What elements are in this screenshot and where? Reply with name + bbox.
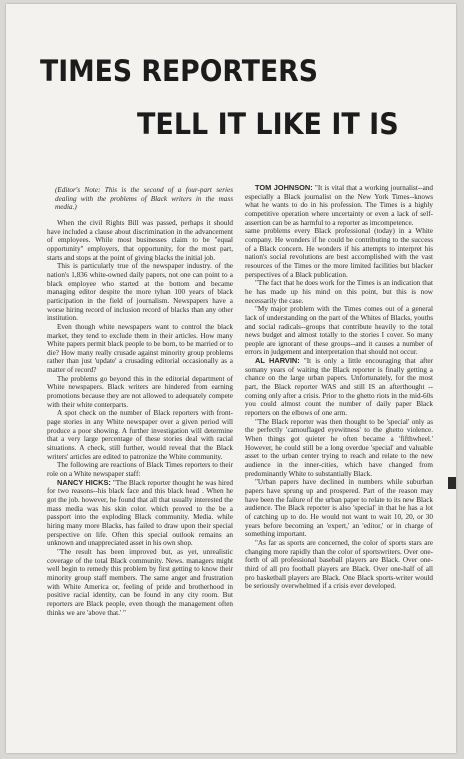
- editors-note: (Editor's Note: This is the second of a four-part series dealing with the problems of Black writers in the mass media.): [55, 186, 233, 212]
- quote-paragraph: "As far as sports are concerned, the color of sports stars are changing more rapidly than the color of sportswriters. Over one-forth of all professional baseball players are Black. Over one-third of all pro football players are Black. Over one-half of all pro basketball players are Black. One Black sports-writer would be seriously overwhelmed if a crisis ever developed.: [245, 538, 433, 591]
- quote-text: "It is only a little encouraging that after somany years of waiting the Black reporter is finally getting a chance on the large urban papers. Unfortunately, for the most part, the Black reporter WAS and still IS an afterthought --coming only after a crisis. Prior to the ghetto riots in the mid-60s you could almost count the number of daily paper Black reporters on the elbows of one arm.: [245, 357, 434, 418]
- speaker-name: TOM JOHNSON:: [255, 183, 313, 192]
- quote-tom-johnson: [245, 184, 433, 227]
- edge-tab-marker: [448, 477, 456, 489]
- article-paragraph: When the civil Rights Bill was passed, perhaps it should have included a clause about discrimination in the advancement of employees. While most businesses claim to be "equal opportunity" employers, that opportunity, for the most part, starts and stops at the point of giving blacks the initial job.: [47, 218, 233, 262]
- document-page: [6, 4, 456, 753]
- headline-line-1: TIMES REPORTERS: [40, 54, 318, 88]
- quote-nancy-hicks: [47, 479, 233, 548]
- article-paragraph: A spot check on the number of Black reporters with front-page stories in any White newspaper over a given period will produce a poor showing. A further investigation will determine that a very large percentage of these stories deal with racial situations. A check, still further, would reveal that the Black writers' articles are edited to patronize the White community.: [47, 409, 233, 461]
- article-paragraph: Even though white newspapers want to control the black market, they tend to exclude them in their articles. How many White papers permit black people to be born, to be married or to die? How many really crusade against minority group problems rather than just 'update' a crusading editorial occasionally as a matter of record?: [47, 322, 233, 375]
- quote-paragraph: "Urban papers have declined in numbers while suburban papers have sprung up and prospered. Part of the reason may have been the failure of the urban paper to relate to its new Black audience. The Black reporter is also 'special' in that he has a lot of catching up to do. He would not want to wait 10, 20, or 30 years before becoming an 'expert,' an 'editor,' or in charge of something important.: [245, 478, 433, 539]
- quote-paragraph: "The fact that he does work for the Times is an indication that he has made up his mind on this point, but this is now necessarily the case.: [245, 279, 433, 305]
- article-paragraph: The problems go beyond this in the editorial department of White newspapers. Black writers are hindered from earning promotions because they are not allowed to adequately compete with their white conterparts.: [47, 374, 233, 409]
- quote-text: "It is vital that a working journalist--and especially a Black journalist on the New York Times--knows what he wants to do in his profession. The Times is a highly competitive operation where uncertainty or even a lack of self-assertion can be as harmful to a reporter as imcompetence.: [245, 184, 433, 227]
- quote-paragraph: same problems every Black professional (today) in a White company. He wonders if he could be contributing to the success of a Black concern. He wonders if his attempts to interpret his nation's social revolutions are best accomplished with the vast resources of the Times or the more limited facilities but blacker perspectives of a Black publication.: [245, 227, 433, 279]
- headline-line-2: TELL IT LIKE IT IS: [137, 107, 399, 141]
- quote-paragraph: "The Black reporter was then thought to be 'special' only as the perfectly 'camouflaged eyewitness' to the ghetto violence. When things got quieter he often became a 'fifthwheel.' However, he could still be a long overdue 'special' and valuable asset to the urban center trying to reach and relate to the new audience in the inner-cities, which have changed from predominantly White to substantially Black.: [245, 417, 433, 478]
- quote-paragraph: "My major problem with the Times comes out of a general lack of understanding on the part of the Whites of Blacks, youths and social radicals--groups that contribute heavily to the total news budget and almost totally to the stories I cover. So many people are ignorant of these groups--and it causes a number of errors in judgement and interpretation that should not occur.: [245, 305, 433, 357]
- quote-al-harvin: [245, 357, 433, 418]
- quote-text: "The Black reporter thought he was hired for two reasons--his black face and this black head . When he got the job. however, he found that all that usually interested the mass media was his skin color. which proved to the be a passport into the exploding Black community. Media. while hiring many more Blacks, has failed to draw upon their special perspective on life. Often this special outlook remains an unknown and unappreciated asset in his own shop.: [47, 478, 234, 548]
- quote-paragraph: "The result has been improved but, as yet, unrealistic coverage of the total Black community. News. managers might well begin to remedy this problem by first getting to know their minority group staff members. The same anger and frustration with White America or, feeling of pride and brotherhood in positive racial identity, can be found in any city room. But reporters are Black people, even though the management often thinks we are 'above that.' ": [47, 547, 233, 617]
- speaker-name: AL HARVIN:: [255, 356, 300, 366]
- article-paragraph: This is particularly true of the newspaper industry. of the nation's 1,836 white-owned daily papers, not one can point to a black employee who started at the bottom and became managing editor despite the more tyhan 100 years of black participation in the field of journalism. Newspapers have a worse hiring record of inclusion record of blacks than any other institution.: [47, 262, 233, 323]
- article-paragraph: The following are reactions of Black Times reporters to their role on a White newspaper staff:: [47, 461, 233, 478]
- speaker-name: NANCY HICKS:: [57, 477, 111, 487]
- left-column: [47, 186, 233, 617]
- right-column: [245, 184, 433, 591]
